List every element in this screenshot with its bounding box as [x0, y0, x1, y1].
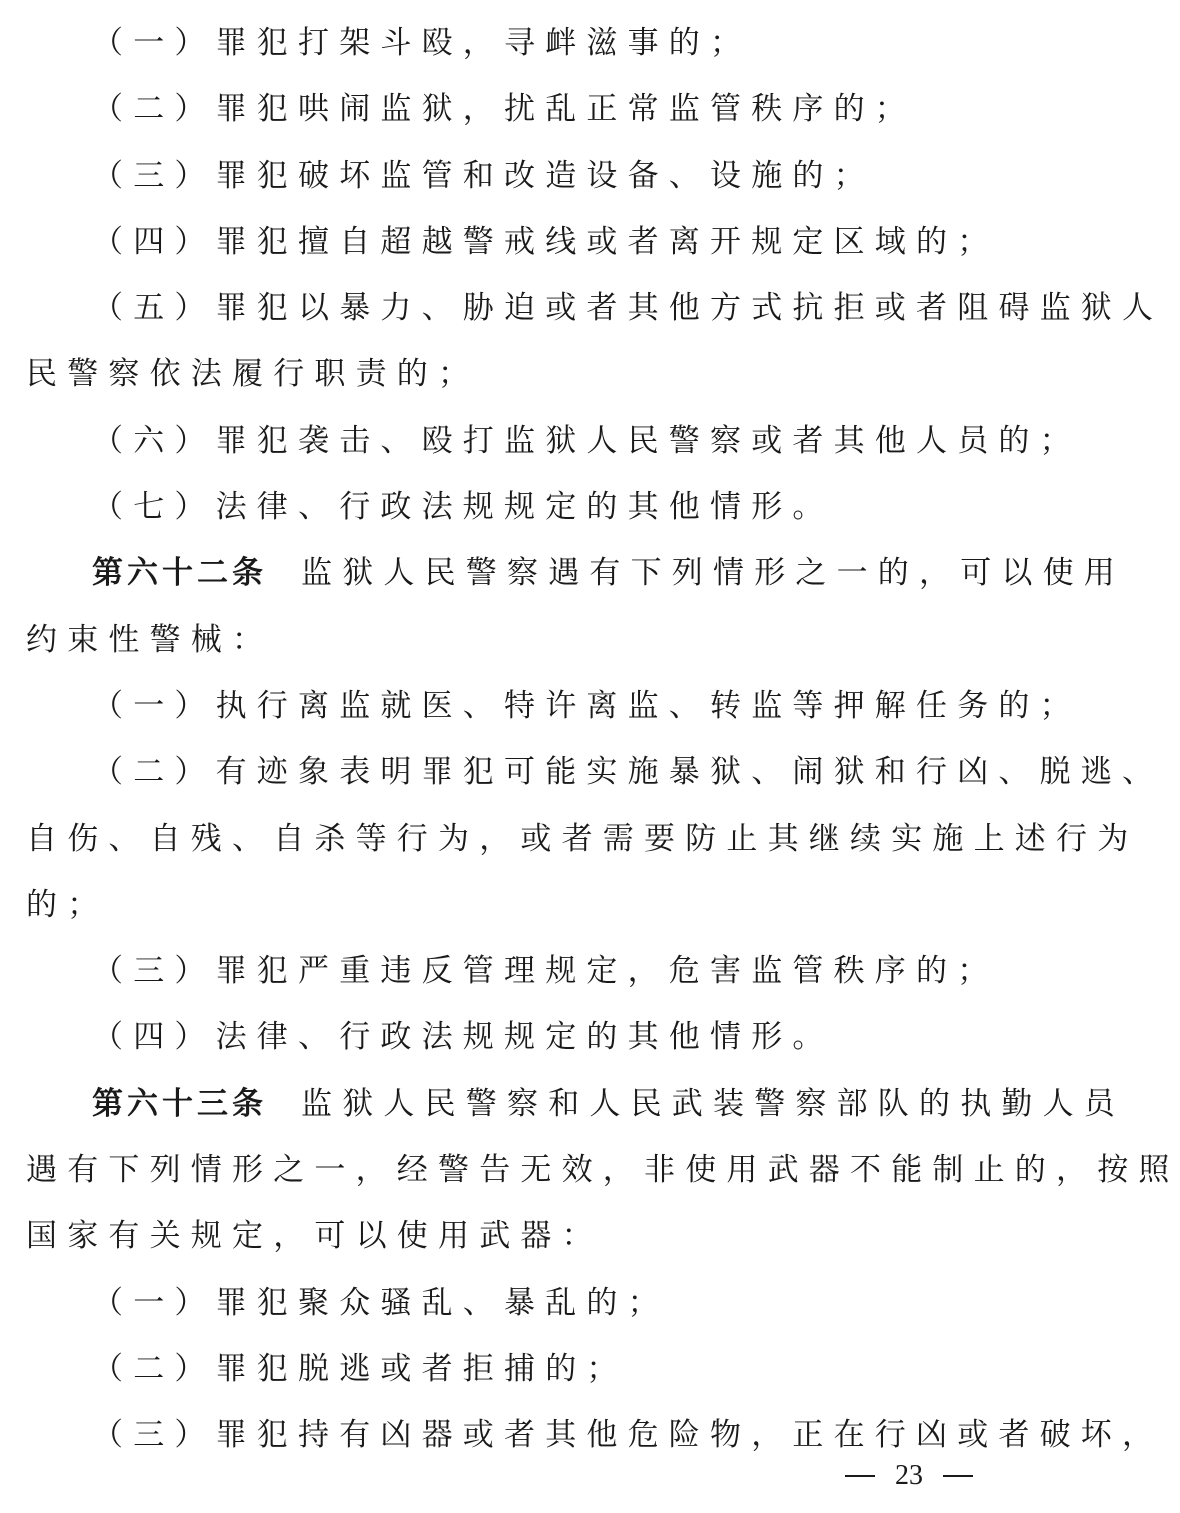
page-footer	[845, 1456, 995, 1496]
text-line: （三）罪犯严重违反管理规定，危害监管秩序的；	[92, 953, 999, 990]
text-line: 自伤、自残、自杀等行为，或者需要防止其继续实施上述行为	[26, 820, 1139, 857]
text-line: 遇有下列情形之一，经警告无效，非使用武器不能制止的，按照	[26, 1152, 1180, 1189]
text-line: （六）罪犯袭击、殴打监狱人民警察或者其他人员的；	[92, 422, 1081, 459]
article-number: 第六十二条	[92, 555, 267, 592]
page-number: 23	[895, 1460, 923, 1491]
text-line: （七）法律、行政法规规定的其他情形。	[92, 489, 834, 526]
article-number: 第六十三条	[92, 1085, 267, 1122]
text-line: （三）罪犯破坏监管和改造设备、设施的；	[92, 157, 875, 194]
text-line: （二）罪犯脱逃或者拒捕的；	[92, 1350, 628, 1387]
footer-dash-right	[943, 1475, 973, 1477]
text-line: （三）罪犯持有凶器或者其他危险物，正在行凶或者破坏，	[92, 1417, 1164, 1454]
article-62-heading-line	[26, 540, 1125, 606]
text-line: （一）执行离监就医、特许离监、转监等押解任务的；	[92, 687, 1081, 724]
text-line: 约束性警械：	[26, 621, 274, 658]
text-line: （五）罪犯以暴力、胁迫或者其他方式抗拒或者阻碍监狱人	[92, 290, 1164, 327]
text-line: 的；	[26, 886, 109, 923]
text-line: 国家有关规定，可以使用武器：	[26, 1218, 603, 1255]
text-line: （一）罪犯打架斗殴，寻衅滋事的；	[92, 25, 752, 61]
text-line: （四）罪犯擅自超越警戒线或者离开规定区域的；	[92, 223, 999, 260]
article-63-heading-line	[26, 1071, 1125, 1137]
article-text: 监狱人民警察和人民武装警察部队的执勤人员	[301, 1085, 1125, 1122]
footer-dash-left	[845, 1475, 875, 1477]
article-text: 监狱人民警察遇有下列情形之一的，可以使用	[301, 555, 1125, 592]
text-line: （二）有迹象表明罪犯可能实施暴狱、闹狱和行凶、脱逃、	[92, 754, 1164, 791]
text-line: 民警察依法履行职责的；	[26, 356, 480, 393]
text-line: （二）罪犯哄闹监狱，扰乱正常监管秩序的；	[92, 91, 916, 128]
document-body	[26, 10, 1180, 1469]
text-line: （一）罪犯聚众骚乱、暴乱的；	[92, 1284, 669, 1321]
text-line: （四）法律、行政法规规定的其他情形。	[92, 1019, 834, 1056]
